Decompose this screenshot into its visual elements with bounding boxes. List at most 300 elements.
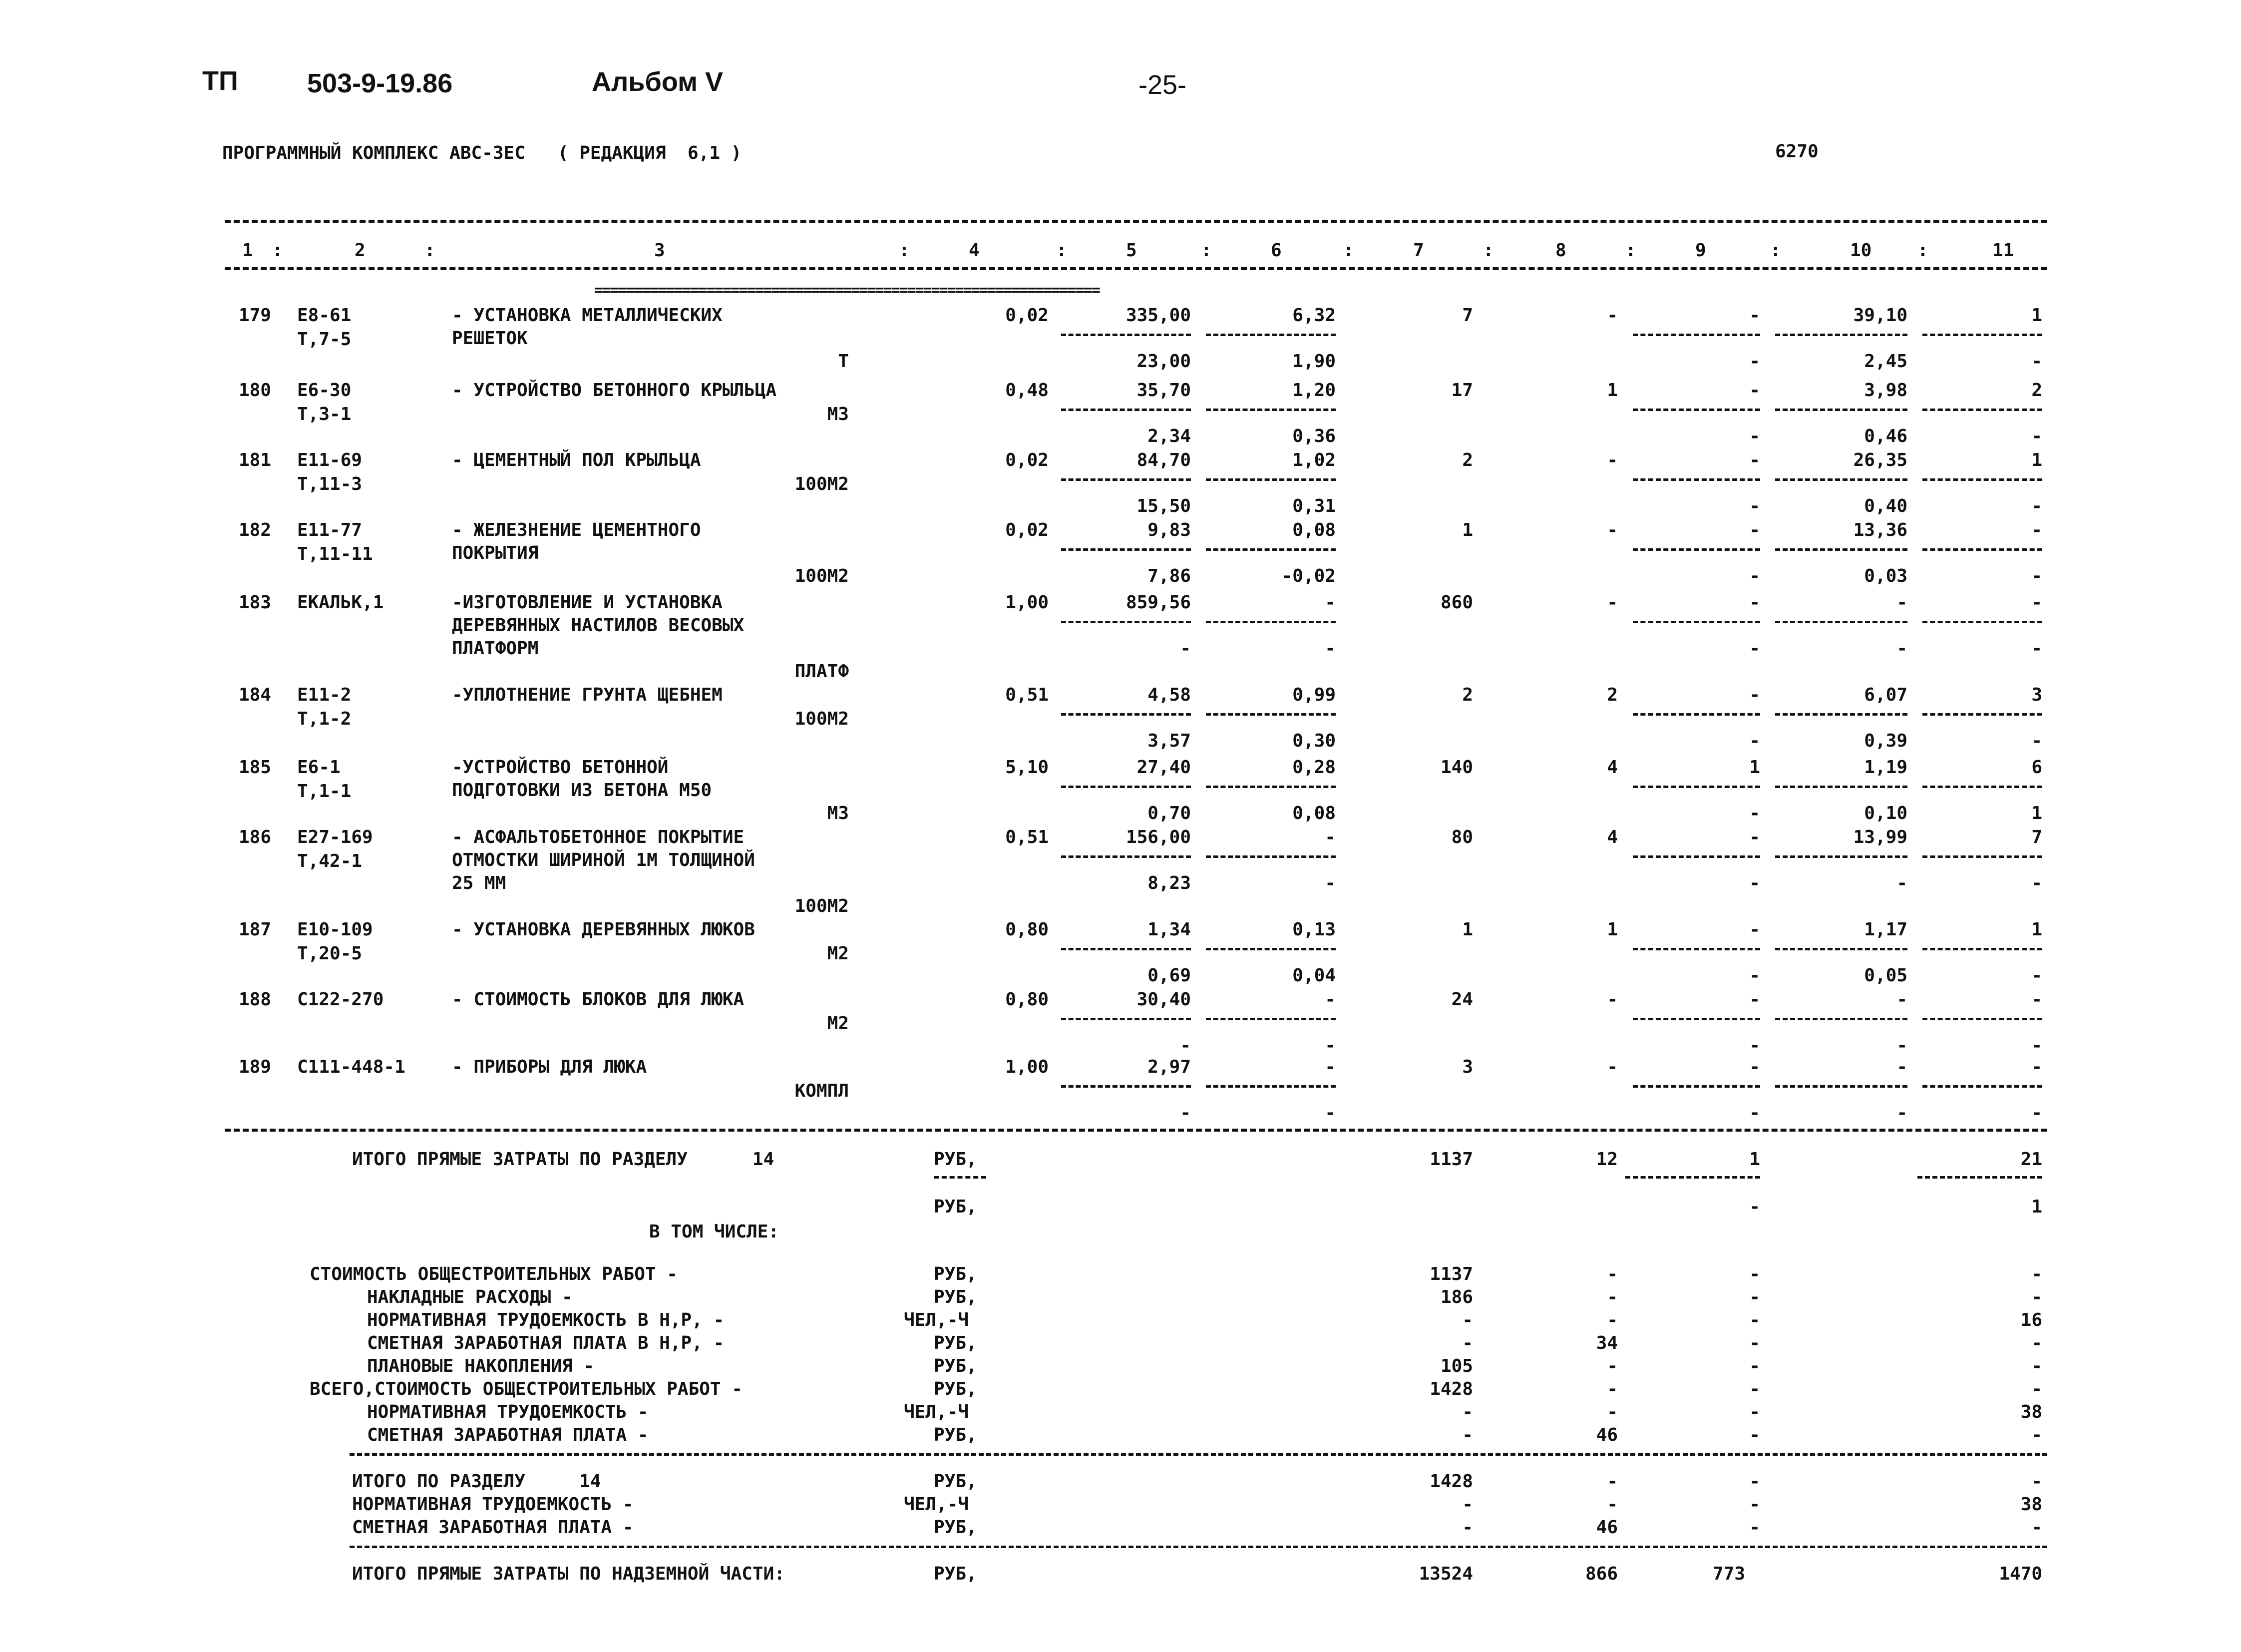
row-sub-machine: - bbox=[1749, 351, 1760, 372]
row-unit: 100М2 bbox=[794, 566, 849, 586]
row-sub-machine: - bbox=[1749, 873, 1760, 893]
row-sub-labor-total: - bbox=[2031, 1035, 2042, 1056]
row-wage-total: 1 bbox=[1607, 380, 1618, 401]
row-divider bbox=[1922, 478, 2042, 481]
row-divider bbox=[1922, 786, 2042, 788]
row-divider bbox=[1206, 786, 1336, 788]
row-divider bbox=[1633, 409, 1760, 411]
row-sub-labor-total: - bbox=[2031, 965, 2042, 986]
row-divider bbox=[1061, 1085, 1191, 1088]
row-divider bbox=[1061, 334, 1191, 336]
row-divider bbox=[1206, 478, 1336, 481]
row-divider bbox=[1061, 621, 1191, 623]
section-total-total: 1428 bbox=[1430, 1471, 1473, 1492]
grand-total-label: ИТОГО ПРЯМЫЕ ЗАТРАТЫ ПО НАДЗЕМНОЙ ЧАСТИ: bbox=[352, 1564, 785, 1584]
row-labor-total: 1 bbox=[2031, 450, 2042, 470]
row-code: Е11-77 bbox=[297, 520, 363, 540]
row-labor-total: 2 bbox=[2031, 380, 2042, 401]
row-sub-wage: 0,31 bbox=[1292, 496, 1336, 516]
row-labor-total: 1 bbox=[2031, 919, 2042, 940]
totals-item-unit: РУБ, bbox=[934, 1379, 977, 1399]
row-unit: М3 bbox=[827, 803, 849, 824]
totals-divider bbox=[1625, 1176, 1760, 1179]
row-subcode: Т,11-3 bbox=[297, 474, 363, 494]
row-unit-wage: 0,28 bbox=[1292, 757, 1336, 778]
totals-item-labor: - bbox=[2031, 1264, 2042, 1284]
totals-item-label: СМЕТНАЯ ЗАРАБОТНАЯ ПЛАТА В Н,Р, - bbox=[367, 1333, 725, 1353]
row-divider bbox=[1775, 548, 1907, 551]
row-code: Е11-69 bbox=[297, 450, 363, 470]
row-name-line: - СТОИМОСТЬ БЛОКОВ ДЛЯ ЛЮКА bbox=[452, 989, 745, 1010]
row-divider bbox=[1922, 621, 2042, 623]
section-total-machine: - bbox=[1749, 1517, 1760, 1538]
row-divider bbox=[1775, 334, 1907, 336]
row-total: 7 bbox=[1462, 305, 1473, 326]
row-divider bbox=[1633, 855, 1760, 858]
row-wage-total: 4 bbox=[1607, 827, 1618, 847]
row-name-line: - УСТРОЙСТВО БЕТОННОГО КРЫЛЬЦА bbox=[452, 380, 777, 401]
row-divider bbox=[1206, 621, 1336, 623]
column-separator: : bbox=[1201, 240, 1212, 261]
row-unit-price: 30,40 bbox=[1136, 989, 1191, 1010]
row-sub-wage: 1,90 bbox=[1292, 351, 1336, 372]
column-header-3: 3 bbox=[654, 240, 665, 261]
section-total-unit: РУБ, bbox=[934, 1471, 977, 1492]
row-sub-wage: 0,08 bbox=[1292, 803, 1336, 824]
row-unit-wage: - bbox=[1325, 827, 1336, 847]
row-name-line: - АСФАЛЬТОБЕТОННОЕ ПОКРЫТИЕ bbox=[452, 827, 745, 847]
row-sub-wage: - bbox=[1325, 873, 1336, 893]
rule-top bbox=[225, 220, 2047, 223]
section-total-labor: - bbox=[2031, 1517, 2042, 1538]
row-name-line: - ПРИБОРЫ ДЛЯ ЛЮКА bbox=[452, 1057, 647, 1077]
row-code: С111-448-1 bbox=[297, 1057, 405, 1077]
row-sub-machine: - bbox=[1749, 965, 1760, 986]
totals-item-labor: - bbox=[2031, 1287, 2042, 1307]
row-divider bbox=[1633, 1018, 1760, 1020]
doc-number: 503-9-19.86 bbox=[307, 68, 453, 98]
row-total: 2 bbox=[1462, 450, 1473, 470]
row-number: 184 bbox=[239, 685, 272, 705]
row-code: Е8-61 bbox=[297, 305, 352, 326]
row-sub-price: 0,70 bbox=[1147, 803, 1191, 824]
grand-total-unit: РУБ, bbox=[934, 1564, 977, 1584]
row-code: Е27-169 bbox=[297, 827, 373, 847]
row-name-line: ПОКРЫТИЯ bbox=[452, 543, 539, 563]
row-divider bbox=[1061, 548, 1191, 551]
row-name-line: - УСТАНОВКА МЕТАЛЛИЧЕСКИХ bbox=[452, 305, 723, 326]
totals-item-wage: - bbox=[1607, 1310, 1618, 1330]
row-code: ЕКАЛЬК,1 bbox=[297, 592, 384, 613]
rule-totals bbox=[225, 1129, 2047, 1132]
row-unit-wage: 6,32 bbox=[1292, 305, 1336, 326]
row-sub-labor-total: - bbox=[2031, 566, 2042, 586]
direct-costs-label: ИТОГО ПРЯМЫЕ ЗАТРАТЫ ПО РАЗДЕЛУ 14 bbox=[352, 1149, 774, 1170]
totals-item-total: - bbox=[1462, 1425, 1473, 1445]
totals-divider bbox=[934, 1176, 986, 1179]
row-sub-machine: - bbox=[1749, 566, 1760, 586]
row-labor-unit: - bbox=[1896, 1057, 1907, 1077]
row-sub-labor: - bbox=[1896, 638, 1907, 659]
row-quantity: 0,48 bbox=[1005, 380, 1049, 401]
row-quantity: 0,02 bbox=[1005, 520, 1049, 540]
totals-item-labor: - bbox=[2031, 1379, 2042, 1399]
column-header-6: 6 bbox=[1271, 240, 1282, 261]
double-rule: =============================================================== bbox=[594, 282, 1100, 299]
row-divider bbox=[1922, 1018, 2042, 1020]
row-code: Е6-1 bbox=[297, 757, 341, 778]
row-unit-price: 4,58 bbox=[1147, 685, 1191, 705]
row-labor-unit: - bbox=[1896, 989, 1907, 1010]
rule-header bbox=[225, 267, 2047, 270]
row-sub-machine: - bbox=[1749, 496, 1760, 516]
row-divider bbox=[1206, 855, 1336, 858]
totals-item-label: НОРМАТИВНАЯ ТРУДОЕМКОСТЬ В Н,Р, - bbox=[367, 1310, 725, 1330]
row-sub-price: - bbox=[1180, 638, 1191, 659]
row-sub-labor-total: - bbox=[2031, 731, 2042, 751]
row-name-line: - УСТАНОВКА ДЕРЕВЯННЫХ ЛЮКОВ bbox=[452, 919, 755, 940]
row-total: 1 bbox=[1462, 919, 1473, 940]
totals-item-labor: - bbox=[2031, 1425, 2042, 1445]
row-sub-machine: - bbox=[1749, 638, 1760, 659]
totals-item-wage: - bbox=[1607, 1402, 1618, 1422]
row-divider bbox=[1775, 713, 1907, 716]
row-sub-price: 23,00 bbox=[1136, 351, 1191, 372]
row-unit-price: 859,56 bbox=[1125, 592, 1191, 613]
totals-item-machine: - bbox=[1749, 1356, 1760, 1376]
totals-item-wage: - bbox=[1607, 1287, 1618, 1307]
direct-costs-machine-2: - bbox=[1749, 1197, 1760, 1217]
row-sub-wage: 0,04 bbox=[1292, 965, 1336, 986]
row-sub-labor: 0,46 bbox=[1864, 426, 1907, 446]
row-divider bbox=[1775, 409, 1907, 411]
row-divider bbox=[1922, 713, 2042, 716]
row-number: 185 bbox=[239, 757, 272, 778]
row-divider bbox=[1922, 948, 2042, 950]
totals-item-machine: - bbox=[1749, 1402, 1760, 1422]
row-divider bbox=[1633, 548, 1760, 551]
column-separator: : bbox=[899, 240, 910, 261]
totals-item-unit: РУБ, bbox=[934, 1356, 977, 1376]
column-header-4: 4 bbox=[969, 240, 980, 261]
row-labor-unit: 13,36 bbox=[1853, 520, 1907, 540]
row-unit: Т bbox=[838, 351, 849, 372]
row-name-line: 25 ММ bbox=[452, 873, 506, 893]
row-sub-labor-total: 1 bbox=[2031, 803, 2042, 824]
row-divider bbox=[1922, 1085, 2042, 1088]
column-separator: : bbox=[424, 240, 435, 261]
row-divider bbox=[1633, 948, 1760, 950]
row-labor-unit: 1,19 bbox=[1864, 757, 1907, 778]
row-divider bbox=[1633, 1085, 1760, 1088]
column-separator: : bbox=[1483, 240, 1494, 261]
row-divider bbox=[1061, 948, 1191, 950]
program-code: 6270 bbox=[1775, 141, 1819, 162]
row-sub-labor: 0,10 bbox=[1864, 803, 1907, 824]
totals-item-unit: РУБ, bbox=[934, 1264, 977, 1284]
row-unit-price: 84,70 bbox=[1136, 450, 1191, 470]
row-labor-total: - bbox=[2031, 989, 2042, 1010]
row-wage-total: 1 bbox=[1607, 919, 1618, 940]
row-divider bbox=[1775, 1085, 1907, 1088]
row-sub-price: 2,34 bbox=[1147, 426, 1191, 446]
row-wage-total: - bbox=[1607, 989, 1618, 1010]
row-sub-wage: 0,30 bbox=[1292, 731, 1336, 751]
row-unit: 100М2 bbox=[794, 896, 849, 916]
row-unit: 100М2 bbox=[794, 709, 849, 729]
row-divider bbox=[1922, 548, 2042, 551]
column-header-5: 5 bbox=[1126, 240, 1137, 261]
album-label: Альбом V bbox=[592, 67, 724, 97]
direct-costs-labor: 21 bbox=[2020, 1149, 2042, 1170]
grand-total-total: 13524 bbox=[1419, 1564, 1473, 1584]
totals-item-labor: - bbox=[2031, 1333, 2042, 1353]
grand-total-machine: 773 bbox=[1712, 1564, 1745, 1584]
grand-total-labor: 1470 bbox=[1999, 1564, 2042, 1584]
row-total: 80 bbox=[1451, 827, 1473, 847]
section-total-labor: - bbox=[2031, 1471, 2042, 1492]
row-labor-total: - bbox=[2031, 1057, 2042, 1077]
row-labor-total: - bbox=[2031, 592, 2042, 613]
row-sub-wage: - bbox=[1325, 1035, 1336, 1056]
row-code: Е6-30 bbox=[297, 380, 352, 401]
row-sub-labor: 0,03 bbox=[1864, 566, 1907, 586]
column-header-1: 1 bbox=[242, 240, 253, 261]
row-subcode: Т,7-5 bbox=[297, 329, 352, 350]
row-sub-labor: 0,40 bbox=[1864, 496, 1907, 516]
column-header-9: 9 bbox=[1695, 240, 1706, 261]
row-name-line: -УСТРОЙСТВО БЕТОННОЙ bbox=[452, 757, 669, 778]
row-unit: М2 bbox=[827, 1013, 849, 1034]
page-number: -25- bbox=[1138, 70, 1187, 100]
row-divider bbox=[1775, 478, 1907, 481]
row-quantity: 5,10 bbox=[1005, 757, 1049, 778]
row-unit-price: 35,70 bbox=[1136, 380, 1191, 401]
row-sub-wage: - bbox=[1325, 1103, 1336, 1123]
totals-item-unit: РУБ, bbox=[934, 1333, 977, 1353]
row-total: 24 bbox=[1451, 989, 1473, 1010]
totals-item-labor: - bbox=[2031, 1356, 2042, 1376]
row-divider bbox=[1061, 786, 1191, 788]
row-sub-labor: 0,39 bbox=[1864, 731, 1907, 751]
row-subcode: Т,42-1 bbox=[297, 851, 363, 871]
row-machine: - bbox=[1749, 450, 1760, 470]
totals-item-machine: - bbox=[1749, 1379, 1760, 1399]
column-separator: : bbox=[1917, 240, 1928, 261]
row-sub-labor-total: - bbox=[2031, 1103, 2042, 1123]
totals-item-wage: 34 bbox=[1596, 1333, 1618, 1353]
row-sub-price: 0,69 bbox=[1147, 965, 1191, 986]
row-unit: М2 bbox=[827, 943, 849, 964]
totals-item-machine: - bbox=[1749, 1264, 1760, 1284]
column-separator: : bbox=[1625, 240, 1636, 261]
row-unit-price: 335,00 bbox=[1125, 305, 1191, 326]
row-number: 186 bbox=[239, 827, 272, 847]
section-divider bbox=[350, 1453, 2047, 1456]
row-unit-wage: - bbox=[1325, 592, 1336, 613]
row-subcode: Т,11-11 bbox=[297, 544, 373, 564]
row-quantity: 0,02 bbox=[1005, 305, 1049, 326]
row-machine: - bbox=[1749, 592, 1760, 613]
row-total: 140 bbox=[1440, 757, 1473, 778]
section-total-labor: 38 bbox=[2020, 1494, 2042, 1515]
row-name-line: -УПЛОТНЕНИЕ ГРУНТА ЩЕБНЕМ bbox=[452, 685, 723, 705]
row-machine: - bbox=[1749, 305, 1760, 326]
row-divider bbox=[1206, 409, 1336, 411]
row-machine: - bbox=[1749, 1057, 1760, 1077]
row-labor-unit: 26,35 bbox=[1853, 450, 1907, 470]
column-header-2: 2 bbox=[355, 240, 366, 261]
column-separator: : bbox=[1770, 240, 1781, 261]
totals-item-wage: - bbox=[1607, 1264, 1618, 1284]
row-unit: М3 bbox=[827, 404, 849, 424]
row-sub-labor-total: - bbox=[2031, 638, 2042, 659]
section-total-label: НОРМАТИВНАЯ ТРУДОЕМКОСТЬ - bbox=[352, 1494, 634, 1515]
row-divider bbox=[1206, 948, 1336, 950]
row-sub-price: 7,86 bbox=[1147, 566, 1191, 586]
row-unit-price: 2,97 bbox=[1147, 1057, 1191, 1077]
column-separator: : bbox=[272, 240, 283, 261]
row-divider bbox=[1206, 334, 1336, 336]
row-divider bbox=[1775, 948, 1907, 950]
row-labor-total: 3 bbox=[2031, 685, 2042, 705]
row-quantity: 0,80 bbox=[1005, 989, 1049, 1010]
row-labor-total: 6 bbox=[2031, 757, 2042, 778]
row-number: 181 bbox=[239, 450, 272, 470]
row-divider bbox=[1633, 786, 1760, 788]
row-name-line: ДЕРЕВЯННЫХ НАСТИЛОВ ВЕСОВЫХ bbox=[452, 615, 745, 636]
section-total-label: ИТОГО ПО РАЗДЕЛУ 14 bbox=[352, 1471, 601, 1492]
row-quantity: 1,00 bbox=[1005, 1057, 1049, 1077]
row-sub-labor-total: - bbox=[2031, 873, 2042, 893]
including-label: В ТОМ ЧИСЛЕ: bbox=[649, 1222, 779, 1242]
row-machine: 1 bbox=[1749, 757, 1760, 778]
row-subcode: Т,1-2 bbox=[297, 709, 352, 729]
row-quantity: 0,51 bbox=[1005, 827, 1049, 847]
row-number: 187 bbox=[239, 919, 272, 940]
column-header-11: 11 bbox=[1992, 240, 2014, 261]
row-divider bbox=[1206, 1018, 1336, 1020]
row-sub-price: 15,50 bbox=[1136, 496, 1191, 516]
totals-item-machine: - bbox=[1749, 1333, 1760, 1353]
totals-item-labor: 16 bbox=[2020, 1310, 2042, 1330]
direct-costs-unit: РУБ, bbox=[934, 1149, 977, 1170]
row-code: Е11-2 bbox=[297, 685, 352, 705]
row-wage-total: - bbox=[1607, 305, 1618, 326]
column-header-10: 10 bbox=[1850, 240, 1872, 261]
row-subcode: Т,20-5 bbox=[297, 943, 363, 964]
row-divider bbox=[1206, 713, 1336, 716]
row-total: 3 bbox=[1462, 1057, 1473, 1077]
row-divider bbox=[1633, 478, 1760, 481]
row-number: 183 bbox=[239, 592, 272, 613]
row-divider bbox=[1922, 409, 2042, 411]
row-divider bbox=[1061, 409, 1191, 411]
row-number: 182 bbox=[239, 520, 272, 540]
totals-item-total: - bbox=[1462, 1402, 1473, 1422]
row-unit: ПЛАТФ bbox=[794, 661, 849, 682]
row-subcode: Т,3-1 bbox=[297, 404, 352, 424]
row-labor-unit: - bbox=[1896, 592, 1907, 613]
column-header-7: 7 bbox=[1413, 240, 1424, 261]
totals-item-total: - bbox=[1462, 1333, 1473, 1353]
row-total: 1 bbox=[1462, 520, 1473, 540]
row-divider bbox=[1775, 786, 1907, 788]
row-quantity: 0,51 bbox=[1005, 685, 1049, 705]
totals-item-label: НАКЛАДНЫЕ РАСХОДЫ - bbox=[367, 1287, 573, 1307]
direct-costs-wage: 12 bbox=[1596, 1149, 1618, 1170]
section-total-wage: 46 bbox=[1596, 1517, 1618, 1538]
row-machine: - bbox=[1749, 685, 1760, 705]
row-name-line: - ЦЕМЕНТНЫЙ ПОЛ КРЫЛЬЦА bbox=[452, 450, 701, 470]
row-machine: - bbox=[1749, 827, 1760, 847]
row-quantity: 0,80 bbox=[1005, 919, 1049, 940]
row-sub-labor-total: - bbox=[2031, 426, 2042, 446]
section-total-total: - bbox=[1462, 1494, 1473, 1515]
direct-costs-machine: 1 bbox=[1749, 1149, 1760, 1170]
row-divider bbox=[1206, 548, 1336, 551]
row-sub-wage: 0,36 bbox=[1292, 426, 1336, 446]
row-unit-price: 27,40 bbox=[1136, 757, 1191, 778]
row-quantity: 0,02 bbox=[1005, 450, 1049, 470]
row-divider bbox=[1633, 713, 1760, 716]
totals-item-machine: - bbox=[1749, 1425, 1760, 1445]
row-code: Е10-109 bbox=[297, 919, 373, 940]
row-machine: - bbox=[1749, 989, 1760, 1010]
section-total-total: - bbox=[1462, 1517, 1473, 1538]
row-name-line: -ИЗГОТОВЛЕНИЕ И УСТАНОВКА bbox=[452, 592, 723, 613]
row-sub-labor: - bbox=[1896, 1103, 1907, 1123]
totals-item-total: - bbox=[1462, 1310, 1473, 1330]
row-unit-price: 1,34 bbox=[1147, 919, 1191, 940]
totals-divider bbox=[1917, 1176, 2042, 1179]
row-wage-total: - bbox=[1607, 520, 1618, 540]
section-total-unit: ЧЕЛ,-Ч bbox=[904, 1494, 969, 1515]
totals-item-unit: РУБ, bbox=[934, 1425, 977, 1445]
row-labor-unit: 6,07 bbox=[1864, 685, 1907, 705]
row-sub-machine: - bbox=[1749, 803, 1760, 824]
row-unit: КОМПЛ bbox=[794, 1081, 849, 1101]
row-sub-price: 8,23 bbox=[1147, 873, 1191, 893]
totals-item-total: 1137 bbox=[1430, 1264, 1473, 1284]
totals-item-total: 1428 bbox=[1430, 1379, 1473, 1399]
row-name-line: ПЛАТФОРМ bbox=[452, 638, 539, 659]
section-total-machine: - bbox=[1749, 1494, 1760, 1515]
row-sub-labor: - bbox=[1896, 1035, 1907, 1056]
totals-item-total: 186 bbox=[1440, 1287, 1473, 1307]
row-total: 17 bbox=[1451, 380, 1473, 401]
direct-costs-labor-2: 1 bbox=[2031, 1197, 2042, 1217]
row-divider bbox=[1206, 1085, 1336, 1088]
row-divider bbox=[1061, 713, 1191, 716]
row-machine: - bbox=[1749, 380, 1760, 401]
row-divider bbox=[1061, 478, 1191, 481]
row-divider bbox=[1922, 334, 2042, 336]
row-machine: - bbox=[1749, 520, 1760, 540]
totals-item-label: НОРМАТИВНАЯ ТРУДОЕМКОСТЬ - bbox=[367, 1402, 649, 1422]
totals-item-label: ПЛАНОВЫЕ НАКОПЛЕНИЯ - bbox=[367, 1356, 595, 1376]
row-unit-wage: 0,99 bbox=[1292, 685, 1336, 705]
row-name-line: РЕШЕТОК bbox=[452, 328, 528, 349]
row-unit-wage: 1,02 bbox=[1292, 450, 1336, 470]
row-wage-total: 2 bbox=[1607, 685, 1618, 705]
row-unit: 100М2 bbox=[794, 474, 849, 494]
totals-item-machine: - bbox=[1749, 1287, 1760, 1307]
row-unit-wage: - bbox=[1325, 1057, 1336, 1077]
row-wage-total: 4 bbox=[1607, 757, 1618, 778]
totals-item-total: 105 bbox=[1440, 1356, 1473, 1376]
row-sub-wage: -0,02 bbox=[1281, 566, 1336, 586]
